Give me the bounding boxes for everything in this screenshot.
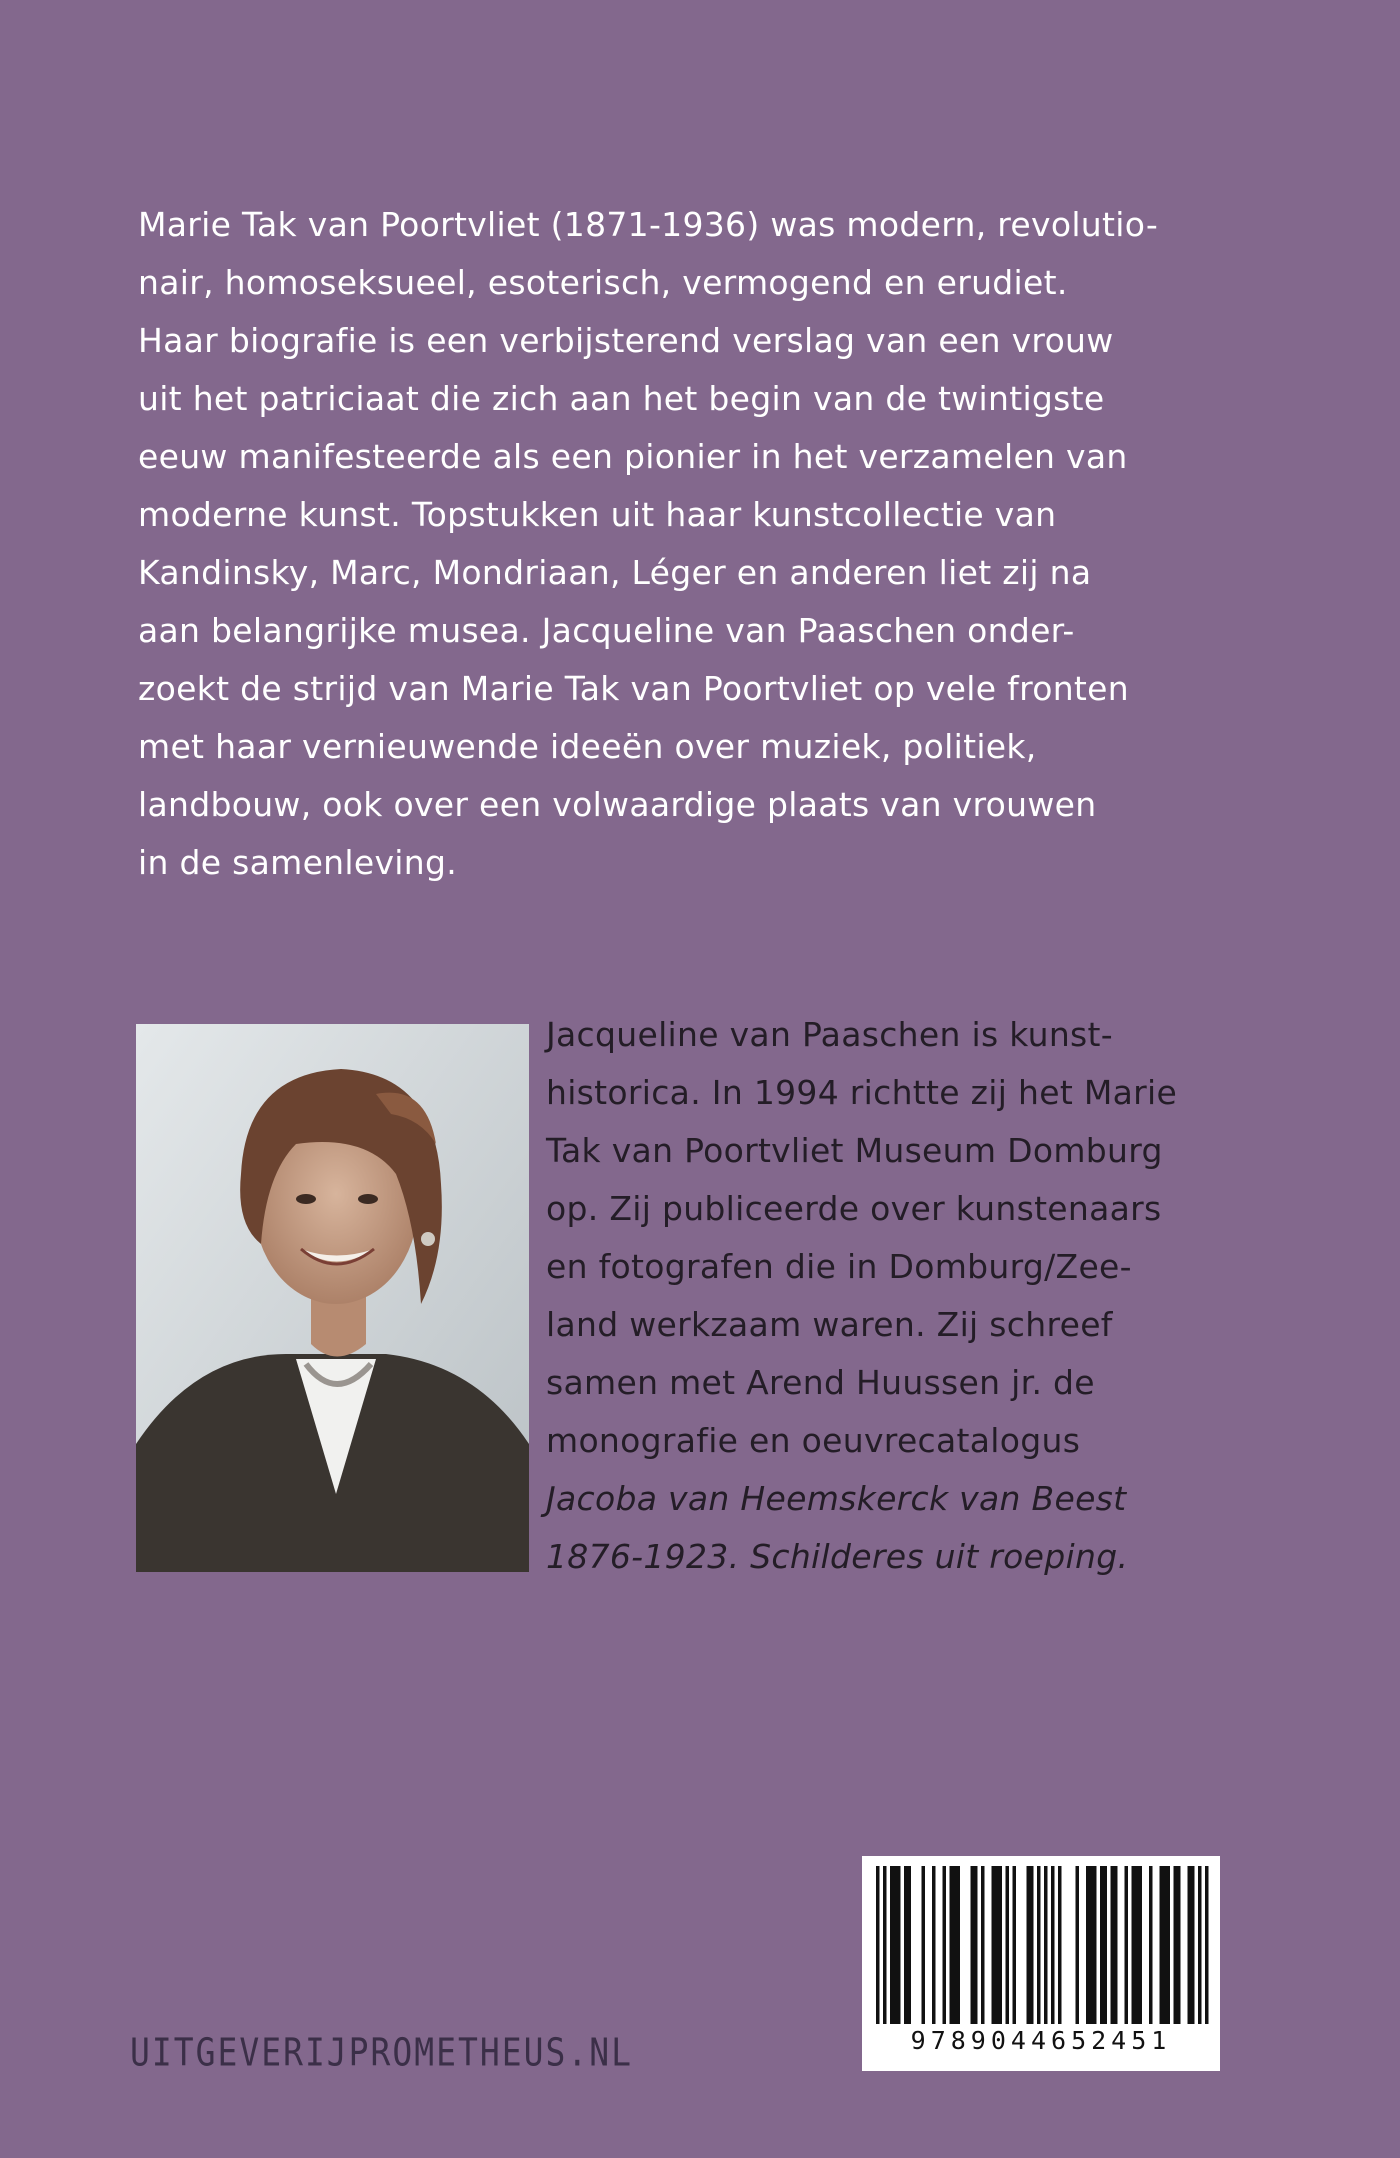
barcode-bar [1111,1866,1115,2024]
barcode-bar [1205,1866,1209,2024]
barcode-bar [1006,1866,1010,2024]
barcode-bar [1093,1866,1097,2024]
barcode-bar [932,1866,936,2024]
barcode-bar [943,1866,947,2024]
barcode-bar [1191,1866,1195,2024]
barcode-bar [1149,1866,1153,2024]
barcode-bar [1163,1866,1167,2024]
bio-line: land werkzaam waren. Zij schreef [546,1305,1113,1344]
book-title-line: 1876-1923. Schilderes uit roeping. [546,1537,1129,1576]
barcode-bar [1037,1866,1041,2024]
author-photo [136,1024,529,1572]
blurb-line: uit het patriciaat die zich aan het begin van de twintigste [138,379,1105,418]
barcode-bar [999,1866,1003,2024]
barcode-bar [876,1866,880,2024]
barcode-bar [1086,1866,1090,2024]
barcode-bar [1198,1866,1202,2024]
publisher-website: UITGEVERIJPROMETHEUS.NL [130,2030,633,2075]
barcode-bar [1090,1866,1094,2024]
blurb-line: Marie Tak van Poortvliet (1871-1936) was modern, revolutio- [138,205,1159,244]
barcode-bar [1030,1866,1034,2024]
author-portrait-photo [136,1024,529,1572]
bio-line: en fotografen die in Domburg/Zee- [546,1247,1132,1286]
blurb-line: zoekt de strijd van Marie Tak van Poortvliet op vele fronten [138,669,1129,708]
bio-line: monografie en oeuvrecatalogus [546,1421,1081,1460]
barcode-bar [922,1866,926,2024]
blurb-line: Haar biografie is een verbijsterend verslag van een vrouw [138,321,1114,360]
bio-line: samen met Arend Huussen jr. de [546,1363,1095,1402]
barcode-bar [897,1866,901,2024]
barcode-bar [1058,1866,1062,2024]
barcode-bar [908,1866,912,2024]
book-title-line: Jacoba van Heemskerck van Beest [546,1479,1127,1518]
blurb-line: eeuw manifesteerde als een pionier in het verzamelen van [138,437,1128,476]
barcode-bar [883,1866,887,2024]
barcode-bar [1160,1866,1164,2024]
barcode-bar [950,1866,954,2024]
bio-line: op. Zij publiceerde over kunstenaars [546,1189,1162,1228]
bio-line: historica. In 1994 richtte zij het Marie [546,1073,1178,1112]
barcode-bar [1013,1866,1017,2024]
barcode-bar [1100,1866,1104,2024]
barcode-bar [995,1866,999,2024]
barcode-bar [894,1866,898,2024]
barcode-bar [1135,1866,1139,2024]
barcode-bar [1051,1866,1055,2024]
blurb-line: met haar vernieuwende ideeën over muziek, politiek, [138,727,1037,766]
bio-line: Jacqueline van Paaschen is kunst- [546,1015,1114,1054]
barcode-bar [953,1866,957,2024]
blurb-line: aan belangrijke musea. Jacqueline van Paaschen onder- [138,611,1075,650]
barcode-bar [1167,1866,1171,2024]
blurb-line: moderne kunst. Topstukken uit haar kunstcollectie van [138,495,1057,534]
author-bio [546,1006,1266,1586]
barcode-bar [992,1866,996,2024]
barcode-bar [971,1866,975,2024]
barcode-bar [1114,1866,1118,2024]
barcode-bar [957,1866,961,2024]
barcode-bar [1132,1866,1136,2024]
barcode-bar [1177,1866,1181,2024]
barcode-bar [1188,1866,1192,2024]
blurb-line: nair, homoseksueel, esoterisch, vermogend en erudiet. [138,263,1068,302]
blurb-line: landbouw, ook over een volwaardige plaats van vrouwen [138,785,1097,824]
barcode-bar [1044,1866,1048,2024]
barcode-bar [1076,1866,1080,2024]
barcode-bar [890,1866,894,2024]
barcode-bar [1139,1866,1143,2024]
isbn-number: 9789044652451 [910,2026,1172,2055]
blurb-line: Kandinsky, Marc, Mondriaan, Léger en anderen liet zij na [138,553,1092,592]
barcode-bar [981,1866,985,2024]
barcode-bar [1174,1866,1178,2024]
barcode-bar [1027,1866,1031,2024]
blurb-line: in de samenleving. [138,843,458,882]
barcode-bar [904,1866,908,2024]
barcode-bar [974,1866,978,2024]
barcode-bar [1104,1866,1108,2024]
isbn-barcode [862,1856,1220,2071]
barcode-bar [1125,1866,1129,2024]
bio-line: Tak van Poortvliet Museum Domburg [546,1131,1163,1170]
blurb-text [138,196,1218,892]
